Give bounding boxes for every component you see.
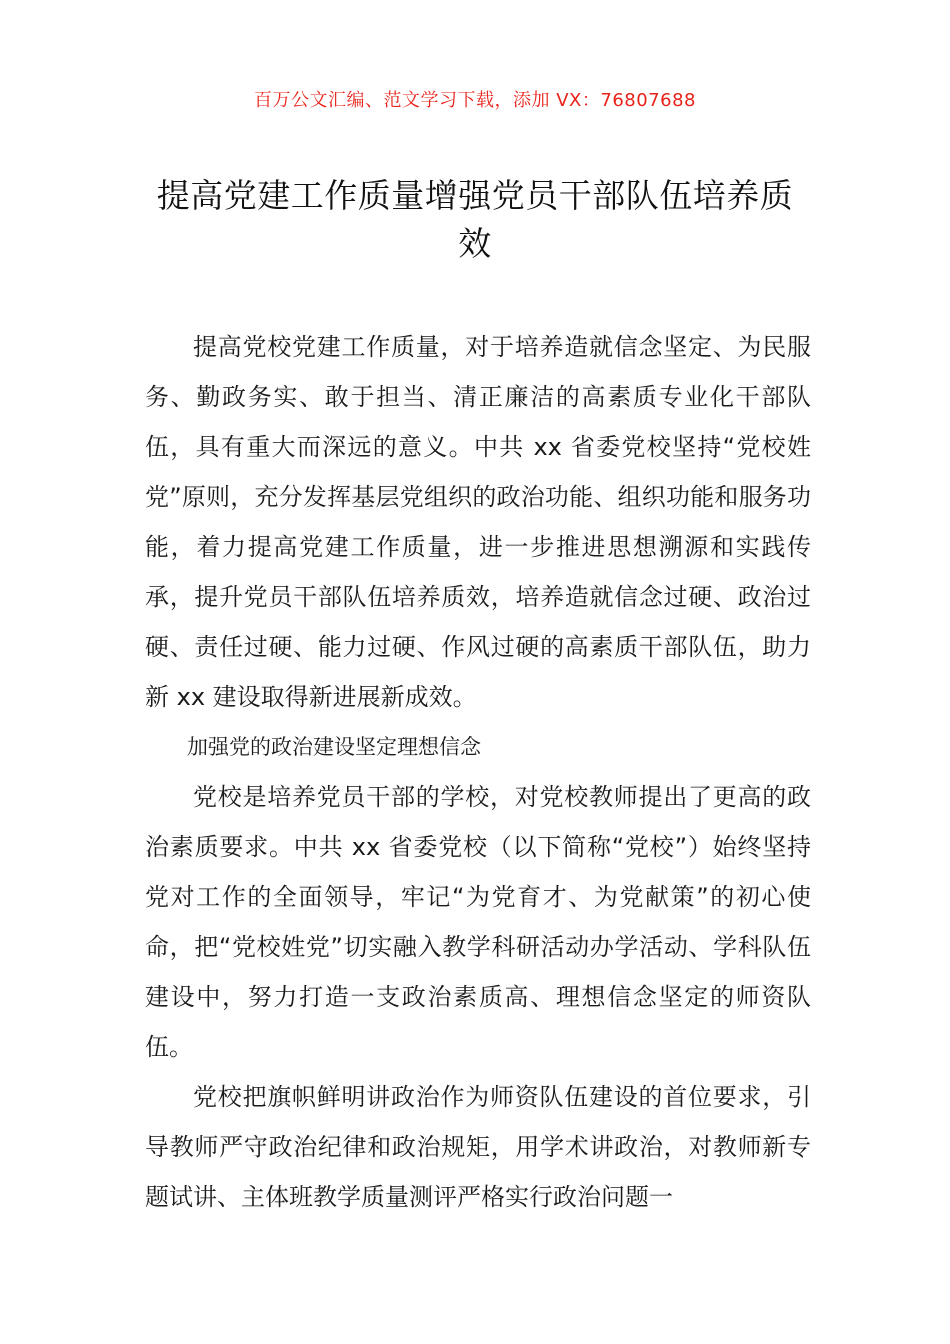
document-title: 提高党建工作质量增强党员干部队伍培养质效 [156,176,794,263]
paragraph: 党校是培养党员干部的学校，对党校教师提出了更高的政治素质要求。中共 xx 省委党校（以下简称“党校”）始终坚持党对工作的全面领导，牢记“为党育才、为党献策”的初心使命，把“党校姓党”切实融入教学科研活动办学活动、学科队伍建设中，努力打造一支政治素质高、理想信念坚定的师资队伍。 [145,783,811,1061]
document-body [145,322,811,1222]
section-heading: 加强党的政治建设坚定理想信念 [187,735,481,759]
header-note: 百万公文汇编、范文学习下载，添加 VX：76807688 [254,90,696,111]
paragraph: 提高党校党建工作质量，对于培养造就信念坚定、为民服务、勤政务实、敢于担当、清正廉洁的高素质专业化干部队伍，具有重大而深远的意义。中共 xx 省委党校坚持“党校姓党”原则，充分发挥基层党组织的政治功能、组织功能和服务功能，着力提高党建工作质量，进一步推进思想溯源和实践传承，提升党员干部队伍培养质效，培养造就信念过硬、政治过硬、责任过硬、能力过硬、作风过硬的高素质干部队伍，助力新 xx 建设取得新进展新成效。 [145,333,811,711]
paragraph: 党校把旗帜鲜明讲政治作为师资队伍建设的首位要求，引导教师严守政治纪律和政治规矩，用学术讲政治，对教师新专题试讲、主体班教学质量测评严格实行政治问题一 [145,1083,811,1211]
